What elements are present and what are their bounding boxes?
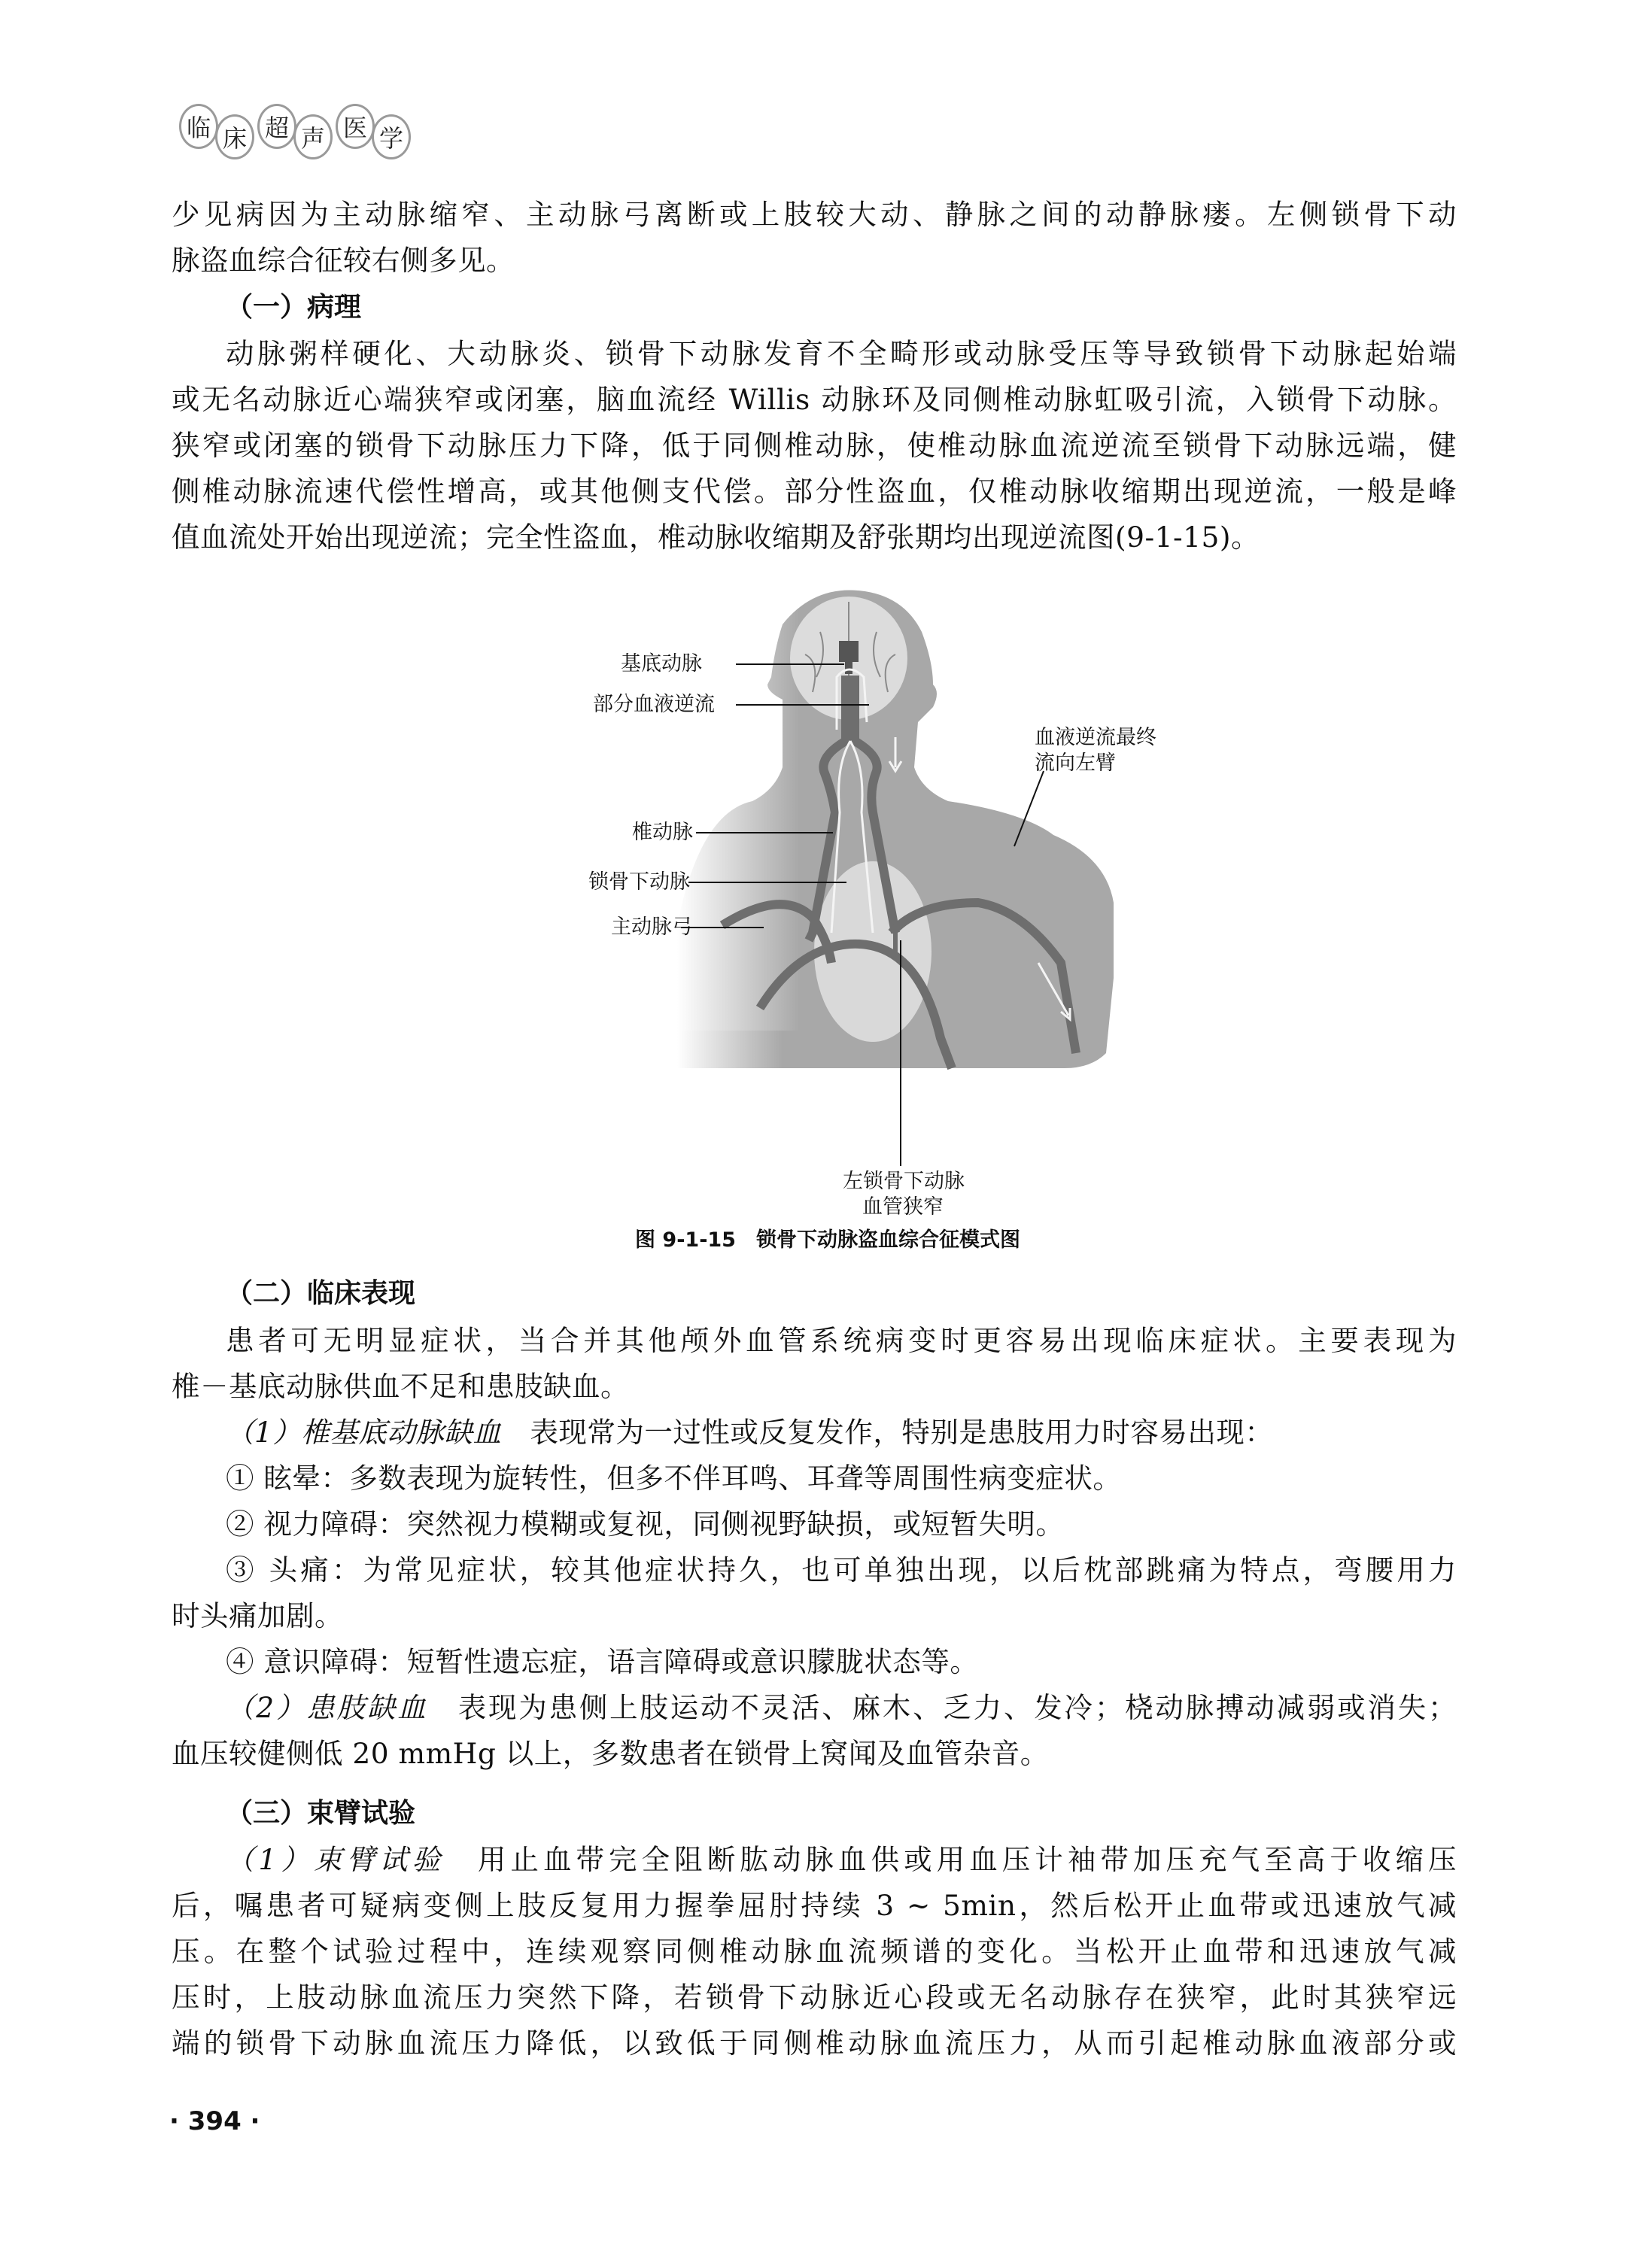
logo-char: 声	[293, 114, 333, 159]
book-title-logo	[179, 104, 435, 164]
label-vertebral-artery: 椎动脉	[632, 821, 693, 844]
text-line: 侧椎动脉流速代偿性增高，或其他侧支代偿。部分性盗血，仅椎动脉收缩期出现逆流，一般是峰	[172, 475, 1457, 508]
text-line: 狭窄或闭塞的锁骨下动脉压力下降，低于同侧椎动脉，使椎动脉血流逆流至锁骨下动脉远端，健	[172, 429, 1457, 462]
text-line: 值血流处开始出现逆流；完全性盗血，椎动脉收缩期及舒张期均出现逆流图(9-1-15)。	[172, 521, 1260, 554]
page-number: · 394 ·	[169, 2106, 260, 2136]
section-heading-pathology: （一）病理	[226, 292, 362, 323]
item-text: 表现为患侧上肢运动不灵活、麻木、乏力、发冷；桡动脉搏动减弱或消失；	[457, 1691, 1457, 1724]
label-aortic-arch: 主动脉弓	[611, 915, 692, 939]
text-line: 压时，上肢动脉血流压力突然下降，若锁骨下动脉近心段或无名动脉存在狭窄，此时其狭窄远	[172, 1981, 1457, 2014]
text-line: 患者可无明显症状，当合并其他颅外血管系统病变时更容易出现临床症状。主要表现为	[226, 1324, 1457, 1357]
text-line: 时头痛加剧。	[172, 1599, 343, 1632]
text-line	[172, 1410, 1457, 1456]
clinical-item1	[172, 1410, 1457, 1777]
text-line: ④ 意识障碍：短暂性遗忘症，语言障碍或意识朦胧状态等。	[226, 1645, 979, 1678]
label-stenosis-line1: 左锁骨下动脉	[843, 1170, 965, 1193]
item-text: 用止血带完全阻断肱动脉血供或用血压计袖带加压充气至高于收缩压	[477, 1843, 1457, 1876]
item-title: （1）椎基底动脉缺血	[226, 1416, 502, 1449]
label-basilar-artery: 基底动脉	[621, 652, 702, 676]
section-heading-arm-test: （三）束臂试验	[226, 1798, 416, 1829]
logo-char: 超	[257, 104, 296, 149]
logo-char: 临	[179, 104, 218, 149]
text-line: 端的锁骨下动脉血流压力降低，以致低于同侧椎动脉血流压力，从而引起椎动脉血液部分或	[172, 2027, 1457, 2060]
item-title: （2）患肢缺血	[226, 1691, 428, 1724]
arm-test-paragraph	[172, 1837, 1457, 2066]
text-line: ② 视力障碍：突然视力模糊或复视，同侧视野缺损，或短暂失明。	[226, 1507, 1065, 1541]
figure-subclavian-steal	[451, 587, 1204, 1252]
text-line: 动脉粥样硬化、大动脉炎、锁骨下动脉发育不全畸形或动脉受压等导致锁骨下动脉起始端	[226, 337, 1457, 370]
text-line: 血压较健侧低 20 mmHg 以上，多数患者在锁骨上窝闻及血管杂音。	[172, 1737, 1049, 1770]
logo-char: 学	[372, 114, 411, 159]
text-line	[172, 1837, 1457, 1883]
logo-char: 床	[215, 114, 254, 159]
label-final-flow-line2: 流向左臂	[1035, 751, 1116, 775]
label-final-flow-line1: 血液逆流最终	[1035, 726, 1156, 749]
label-stenosis-line2: 血管狭窄	[862, 1195, 944, 1219]
clinical-intro	[172, 1318, 1457, 1410]
text-line: ① 眩晕：多数表现为旋转性，但多不伴耳鸣、耳聋等周围性病变症状。	[226, 1462, 1122, 1495]
text-line: 后，嘱患者可疑病变侧上肢反复用力握拳屈肘持续 3 ~ 5min，然后松开止血带或迅速放气减	[172, 1889, 1457, 1922]
text-line: 脉盗血综合征较右侧多见。	[172, 244, 515, 277]
logo-char: 医	[336, 104, 375, 149]
text-line: 少见病因为主动脉缩窄、主动脉弓离断或上肢较大动、静脉之间的动静脉瘘。左侧锁骨下动	[172, 198, 1457, 231]
anatomy-illustration	[451, 587, 1204, 1204]
text-line: 压。在整个试验过程中，连续观察同侧椎动脉血流频谱的变化。当松开止血带和迅速放气减	[172, 1935, 1457, 1968]
label-partial-reflux: 部分血液逆流	[593, 693, 715, 716]
figure-caption: 图 9-1-15 锁骨下动脉盗血综合征模式图	[635, 1228, 1020, 1252]
label-subclavian-artery: 锁骨下动脉	[588, 870, 690, 894]
text-line: 或无名动脉近心端狭窄或闭塞，脑血流经 Willis 动脉环及同侧椎动脉虹吸引流，入锁骨下动脉。	[172, 383, 1457, 416]
intro-paragraph	[172, 192, 1457, 284]
text-line: 椎－基底动脉供血不足和患肢缺血。	[172, 1370, 629, 1403]
item-title: （1）束臂试验	[226, 1843, 445, 1876]
text-line	[172, 1685, 1457, 1731]
section-heading-clinical: （二）临床表现	[226, 1278, 416, 1309]
pathology-paragraph	[172, 331, 1457, 560]
text-line: ③ 头痛：为常见症状，较其他症状持久，也可单独出现，以后枕部跳痛为特点，弯腰用力	[226, 1553, 1457, 1586]
item-text: 表现常为一过性或反复发作，特别是患肢用力时容易出现：	[530, 1416, 1274, 1449]
